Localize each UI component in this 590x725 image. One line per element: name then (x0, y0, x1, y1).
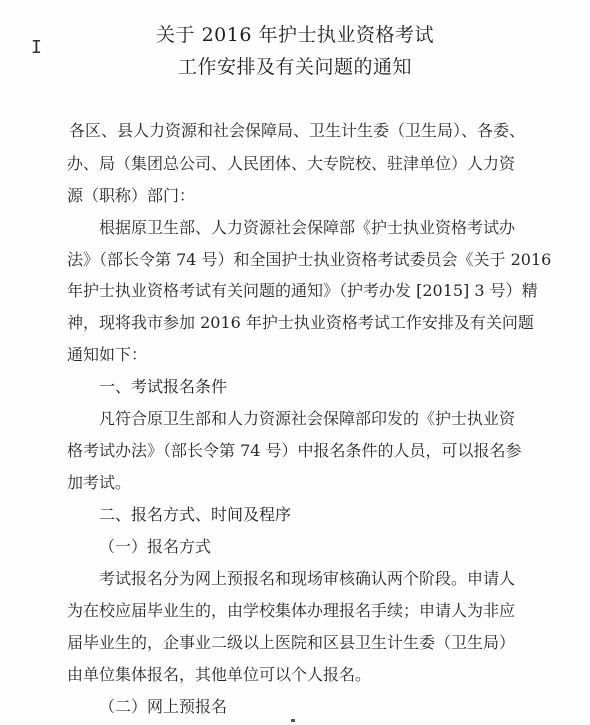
scan-speck (291, 719, 295, 722)
section-2-sub-1-line-4: 由单位集体报名，其他单位可以个人报名。 (67, 665, 372, 684)
section-2-heading: 二、报名方式、时间及程序 (99, 505, 292, 524)
section-2-sub-1-heading: （一）报名方式 (99, 537, 212, 556)
section-1-line-2: 格考试办法》（部长令第 74 号）中报名条件的人员，可以报名参 (67, 441, 522, 460)
addressee-line-1: 各区、县人力资源和社会保障局、卫生计生委（卫生局）、各委、 (69, 121, 526, 140)
addressee-line-3: 源（职称）部门： (67, 186, 196, 205)
addressee-line-2: 办、局（集团总公司、人民团体、大专院校、驻津单位）人力资 (67, 154, 516, 173)
intro-line-4: 神，现将我市参加 2016 年护士执业资格考试工作安排及有关问题 (67, 313, 534, 332)
section-2-sub-1-line-2: 为在校应届毕业生的，由学校集体办理报名手续；申请人为非应 (67, 601, 516, 620)
intro-line-3: 年护士执业资格考试有关问题的通知》（护考办发 [2015] 3 号）精 (67, 281, 538, 300)
text-cursor: I (31, 37, 42, 58)
intro-line-1: 根据原卫生部、人力资源社会保障部《护士执业资格考试办 (99, 218, 516, 237)
notice-title-line-1: 关于 2016 年护士执业资格考试 (156, 24, 434, 46)
intro-line-2: 法》（部长令第 74 号）和全国护士执业资格考试委员会《关于 2016 (67, 250, 552, 269)
section-2-sub-2-heading: （二）网上预报名 (99, 697, 228, 716)
notice-title-line-2: 工作安排及有关问题的通知 (177, 56, 412, 78)
section-1-line-1: 凡符合原卫生部和人力资源社会保障部印发的《护士执业资 (99, 409, 516, 428)
section-2-sub-1-line-3: 届毕业生的，企事业二级以上医院和区县卫生计生委（卫生局） (67, 633, 516, 652)
intro-line-5: 通知如下： (67, 345, 148, 364)
section-1-line-3: 加考试。 (67, 473, 132, 492)
section-1-heading: 一、考试报名条件 (99, 377, 228, 396)
section-2-sub-1-line-1: 考试报名分为网上预报名和现场审核确认两个阶段。申请人 (99, 569, 516, 588)
